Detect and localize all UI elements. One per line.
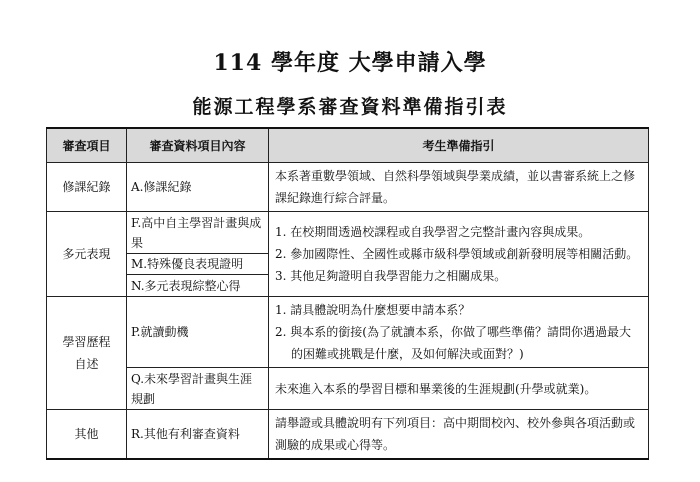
guide-line: 1. 在校期間透過校課程或自我學習之完整計畫內容與成果。 <box>275 225 591 239</box>
document-title: 114 學年度 大學申請入學 <box>213 50 487 76</box>
category-cell <box>47 297 127 410</box>
guide-line: 3. 其他足夠證明自我學習能力之相關成果。 <box>275 269 507 283</box>
item-cell: A.修課紀錄 <box>127 163 269 212</box>
guide-cell: 請舉證或具體說明有下列項目：高中期間校內、校外參與各項活動或測驗的成果或心得等。 <box>269 410 649 460</box>
guide-cell <box>269 212 649 297</box>
table-header-row <box>47 128 649 163</box>
guide-line: 1. 請具體說明為什麼想要申請本系？ <box>275 303 471 317</box>
guide-cell <box>269 297 649 368</box>
item-cell: F.高中自主學習計畫與成果 <box>127 212 269 254</box>
item-cell: P.就讀動機 <box>127 297 269 368</box>
item-cell: Q.未來學習計畫與生涯規劃 <box>127 368 269 410</box>
document-subtitle: 能源工程學系審查資料準備指引表 <box>192 96 508 118</box>
guide-line: 2. 參加國際性、全國性或縣市級科學領域或創新發明展等相關活動。 <box>275 247 639 261</box>
item-cell: N.多元表現綜整心得 <box>127 275 269 297</box>
category-cell: 多元表現 <box>47 212 127 297</box>
guide-cell: 本系著重數學領域、自然科學領域與學業成績，並以書審系統上之修課紀錄進行綜合評量。 <box>269 163 649 212</box>
table-row <box>47 212 649 254</box>
header-content: 審查資料項目內容 <box>127 128 269 163</box>
header-guide: 考生準備指引 <box>269 128 649 163</box>
guide-cell: 未來進入本系的學習目標和畢業後的生涯規劃(升學或就業)。 <box>269 368 649 410</box>
table-row <box>47 297 649 368</box>
category-cell: 修課紀錄 <box>47 163 127 212</box>
review-guide-table <box>46 127 649 460</box>
item-cell: M.特殊優良表現證明 <box>127 254 269 275</box>
item-cell: R.其他有利審查資料 <box>127 410 269 460</box>
header-review-item: 審查項目 <box>47 128 127 163</box>
guide-line: 2. 與本系的銜接(為了就讀本系，你做了哪些準備？請問你遇過最大的困難或挑戰是什麼，及如何解決或面對？) <box>275 325 631 361</box>
category-cell: 其他 <box>47 410 127 460</box>
table-row <box>47 410 649 460</box>
table-row <box>47 163 649 212</box>
table-row <box>47 368 649 410</box>
category-label: 學習歷程自述 <box>62 335 111 371</box>
